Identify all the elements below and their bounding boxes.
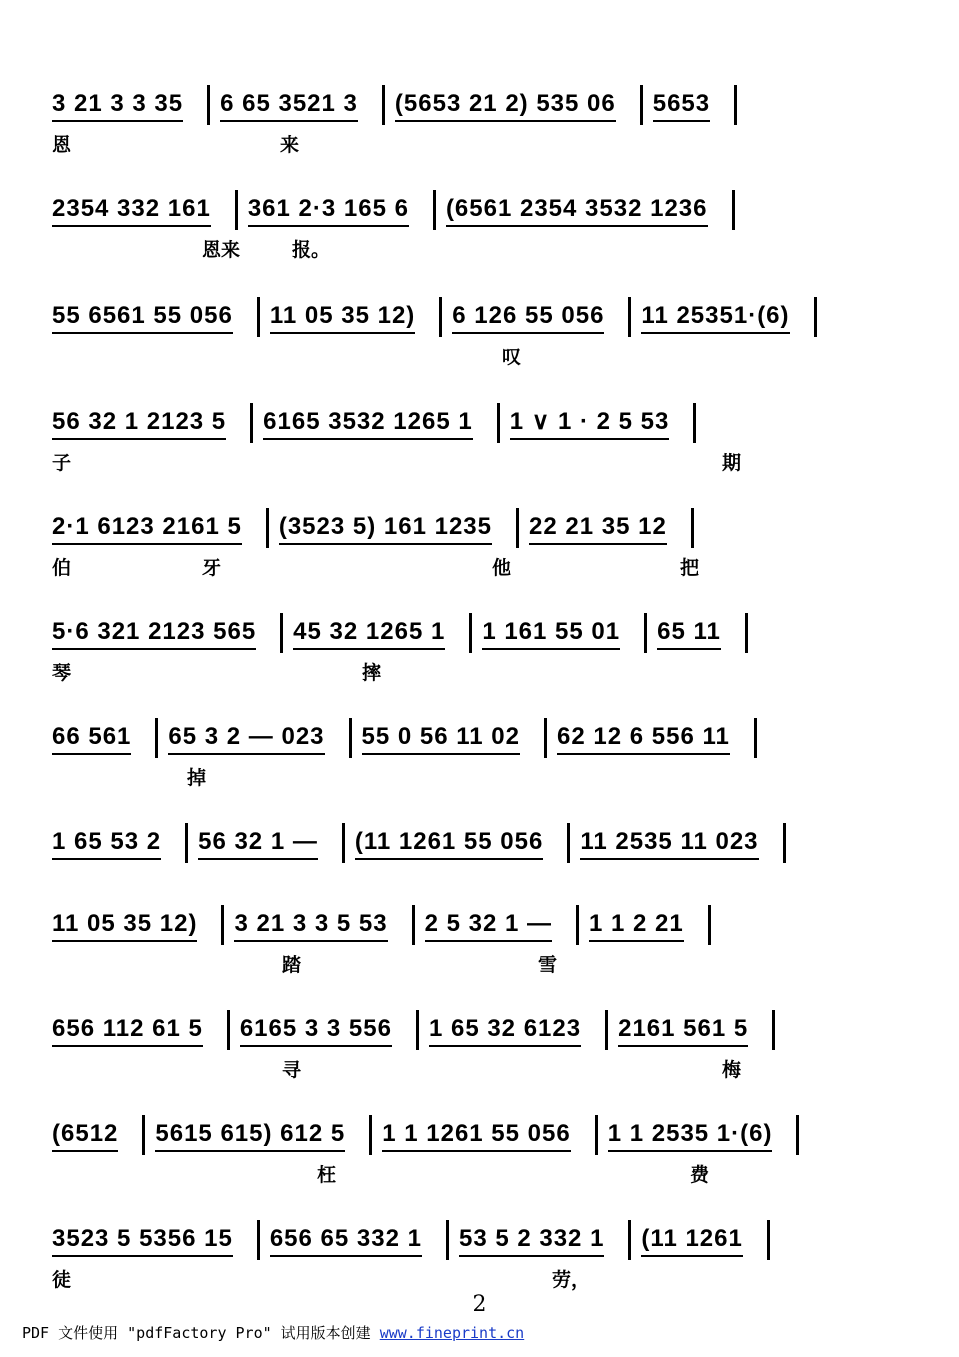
measure: 1 1 2535 1·(6) [608,1120,773,1152]
notation-line [52,193,911,227]
measure: 1 65 32 6123 [429,1015,581,1047]
measure: 656 65 332 1 [270,1225,422,1257]
lyric-text: 把 [680,557,700,579]
page-number: 2 [472,1292,487,1317]
bar-line [250,403,253,443]
bar-line [342,823,345,863]
measure: 56 32 1 — [198,828,318,860]
measure: 65 11 [657,618,721,650]
measure: 3 21 3 3 35 [52,90,183,122]
measure: 6165 3 3 556 [240,1015,392,1047]
measure: (6512 [52,1120,118,1152]
bar-line [708,905,711,945]
lyric-text: 子 [52,452,72,474]
measure: 2161 561 5 [618,1015,748,1047]
measure: 6 65 3521 3 [220,90,358,122]
bar-line [257,1220,260,1260]
score-line [0,890,959,995]
notation-line [52,616,911,650]
measure: 1 1 1261 55 056 [382,1120,571,1152]
lyric-text: 来 [280,134,300,156]
bar-line [605,1010,608,1050]
bar-line [516,508,519,548]
measure: 11 05 35 12) [270,302,415,334]
bar-line [628,1220,631,1260]
lyric-text: 寻 [282,1059,302,1081]
bar-line [412,905,415,945]
lyrics-line [52,763,911,791]
score-line [0,282,959,387]
measure: 5653 [653,90,710,122]
bar-line [227,1010,230,1050]
bar-line [745,613,748,653]
score-line [0,175,959,280]
lyrics-line [52,1055,911,1083]
bar-line [235,190,238,230]
measure: 1 161 55 01 [482,618,620,650]
bar-line [416,1010,419,1050]
bar-line [266,508,269,548]
footer-text: PDF 文件使用 "pdfFactory Pro" 试用版本创建 [22,1324,371,1342]
notation-line [52,88,911,122]
measure: 45 32 1265 1 [293,618,445,650]
notation-line [52,721,911,755]
notation-line [52,908,911,942]
measure: 1 ∨ 1 · 2 5 53 [510,407,670,440]
bar-line [349,718,352,758]
lyric-text: 琴 [52,662,72,684]
lyric-text: 恩来 [202,239,241,261]
lyric-text: 报。 [292,239,331,261]
measure: 5·6 321 2123 565 [52,618,256,650]
bar-line [207,85,210,125]
notation-line [52,511,911,545]
bar-line [754,718,757,758]
score-line [0,598,959,703]
measure: 55 0 56 11 02 [362,723,520,755]
measure: 2·1 6123 2161 5 [52,513,242,545]
lyric-text: 期 [722,452,742,474]
score-line [0,1100,959,1205]
lyrics-line [52,658,911,686]
bar-line [369,1115,372,1155]
bar-line [221,905,224,945]
measure: 2354 332 161 [52,195,211,227]
measure: (11 1261 [641,1225,742,1257]
lyrics-line [52,130,911,158]
lyric-text: 枉 [317,1164,337,1186]
bar-line [185,823,188,863]
measure: 55 6561 55 056 [52,302,233,334]
lyric-text: 恩 [52,134,72,156]
score-line [0,493,959,598]
bar-line [142,1115,145,1155]
notation-line [52,300,911,334]
lyrics-line [52,342,911,370]
footer-link[interactable]: www.fineprint.cn [379,1324,525,1342]
notation-line [52,1223,911,1257]
notation-line [52,826,911,860]
lyric-text: 掉 [187,767,207,789]
measure: 3 21 3 3 5 53 [234,910,387,942]
bar-line [544,718,547,758]
bar-line [433,190,436,230]
lyrics-line [52,950,911,978]
measure: 5615 615) 612 5 [155,1120,345,1152]
lyric-text: 劳， [552,1269,591,1291]
lyric-text: 徒 [52,1269,72,1291]
lyric-text: 费 [690,1164,710,1186]
pdf-footer [22,1322,524,1343]
lyrics-line [52,553,911,581]
bar-line [382,85,385,125]
bar-line [280,613,283,653]
lyric-text: 雪 [538,954,558,976]
measure: 6165 3532 1265 1 [263,408,473,440]
bar-line [595,1115,598,1155]
lyric-text: 牙 [202,557,222,579]
bar-line [576,905,579,945]
bar-line [567,823,570,863]
lyric-text: 他 [492,557,512,579]
score-line [0,995,959,1100]
measure: 6 126 55 056 [452,302,604,334]
score-line [0,388,959,493]
measure: 53 5 2 332 1 [459,1225,604,1257]
measure: (11 1261 55 056 [355,828,544,860]
bar-line [644,613,647,653]
lyrics-line [52,1160,911,1188]
measure: 66 561 [52,723,131,755]
lyric-text: 梅 [722,1059,742,1081]
bar-line [732,190,735,230]
bar-line [155,718,158,758]
lyrics-line [52,1265,911,1293]
score-line [0,703,959,808]
lyric-text: 叹 [502,346,522,368]
bar-line [257,297,260,337]
notation-line [52,1118,911,1152]
bar-line [734,85,737,125]
measure: 11 25351·(6) [641,302,789,334]
score-line [0,70,959,175]
measure: (6561 2354 3532 1236 [446,195,708,227]
lyric-text: 伯 [52,557,72,579]
bar-line [439,297,442,337]
measure: 1 1 2 21 [589,910,684,942]
measure: (5653 21 2) 535 06 [395,90,616,122]
bar-line [497,403,500,443]
bar-line [767,1220,770,1260]
measure: 22 21 35 12 [529,513,667,545]
bar-line [628,297,631,337]
measure: 2 5 32 1 — [425,910,552,942]
measure: 11 2535 11 023 [580,828,758,860]
bar-line [693,403,696,443]
notation-line [52,406,911,440]
bar-line [814,297,817,337]
bar-line [691,508,694,548]
lyric-text: 摔 [362,662,382,684]
bar-line [783,823,786,863]
lyric-text: 踏 [282,954,302,976]
bar-line [796,1115,799,1155]
bar-line [772,1010,775,1050]
measure: 62 12 6 556 11 [557,723,730,755]
measure: (3523 5) 161 1235 [279,513,492,545]
measure: 656 112 61 5 [52,1015,203,1047]
measure: 361 2·3 165 6 [248,195,409,227]
bar-line [469,613,472,653]
notation-line [52,1013,911,1047]
bar-line [446,1220,449,1260]
measure: 65 3 2 — 023 [168,723,324,755]
lyrics-line [52,448,911,476]
measure: 3523 5 5356 15 [52,1225,233,1257]
lyrics-line [52,235,911,263]
measure: 1 65 53 2 [52,828,161,860]
measure: 56 32 1 2123 5 [52,408,226,440]
measure: 11 05 35 12) [52,910,197,942]
bar-line [640,85,643,125]
